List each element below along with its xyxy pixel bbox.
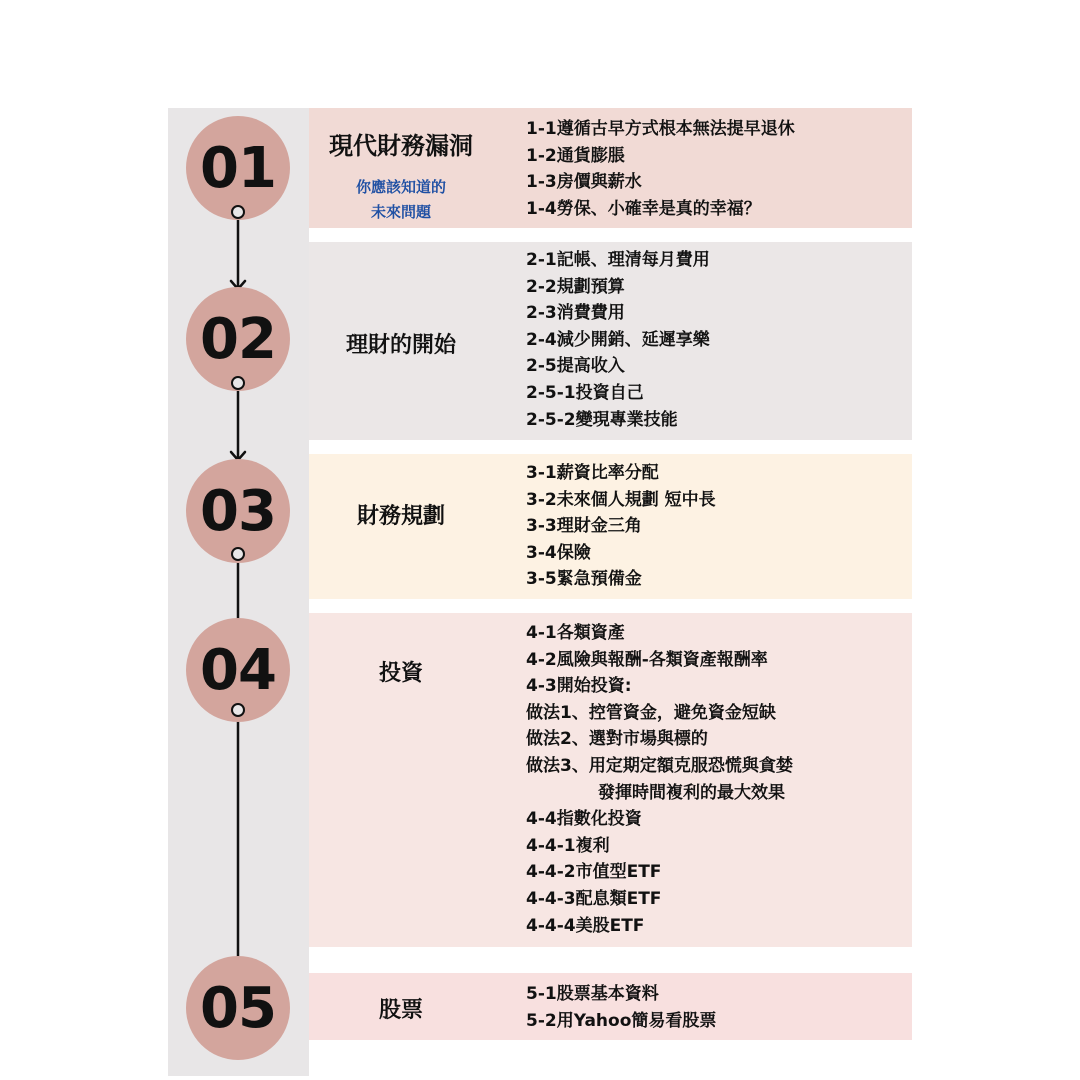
list-item: 3-5緊急預備金 [526, 569, 642, 590]
section-subtitle-line-1: 你應該知道的 [355, 178, 446, 196]
list-item: 2-2規劃預算 [526, 276, 625, 297]
list-item: 2-5-2變現專業技能 [526, 409, 678, 430]
connector-ring [231, 205, 245, 219]
list-item: 5-2用Yahoo簡易看股票 [526, 1010, 717, 1031]
list-item: 2-5-1投資自己 [526, 382, 644, 403]
connector-ring [231, 703, 245, 717]
section-title-3: 財務規劃 [356, 504, 445, 529]
list-item: 發揮時間複利的最大效果 [598, 782, 785, 803]
section-subtitle-line-2: 未來問題 [370, 203, 431, 221]
list-item: 2-4減少開銷、延遲享樂 [526, 329, 710, 350]
list-item: 4-4-2市值型ETF [526, 862, 662, 883]
section-title-5: 股票 [378, 998, 423, 1023]
list-item: 2-5提高收入 [526, 356, 625, 377]
step-number: 01 [200, 135, 276, 201]
list-item: 3-3理財金三角 [526, 516, 642, 537]
list-item: 1-4勞保、小確幸是真的幸福？ [526, 198, 761, 219]
arrow-1-to-2 [231, 218, 245, 289]
section-1-items [526, 116, 795, 222]
list-item: 3-2未來個人規劃 短中長 [526, 489, 716, 510]
step-number: 04 [200, 637, 276, 703]
list-item: 做法3、用定期定額克服恐慌與貪婪 [526, 755, 793, 776]
list-item: 4-2風險與報酬-各類資產報酬率 [526, 649, 768, 670]
list-item: 4-4-4美股ETF [526, 915, 645, 936]
step-number: 03 [200, 478, 276, 544]
list-item: 做法1、控管資金，避免資金短缺 [526, 702, 776, 723]
connector-ring [231, 547, 245, 561]
section-4-items [526, 620, 793, 939]
list-item: 2-3消費費用 [526, 303, 625, 324]
list-item: 做法2、選對市場與標的 [526, 729, 708, 750]
list-item: 4-4指數化投資 [526, 809, 642, 830]
arrow-2-to-3 [231, 389, 245, 460]
list-item: 4-1各類資產 [526, 623, 625, 643]
list-item: 4-4-3配息類ETF [526, 888, 662, 909]
section-title-2: 理財的開始 [345, 333, 456, 358]
section-title-4: 投資 [378, 661, 423, 686]
list-item: 2-1記帳、理清每月費用 [526, 250, 710, 270]
step-number: 05 [200, 975, 276, 1041]
list-item: 5-1股票基本資料 [526, 984, 659, 1004]
list-item: 3-1薪資比率分配 [526, 463, 659, 483]
list-item: 3-4保險 [526, 542, 591, 563]
section-5-items [526, 981, 716, 1034]
section-3-items [526, 460, 716, 593]
section-2-items [526, 247, 710, 433]
list-item: 4-3開始投資: [526, 676, 632, 697]
list-item: 1-3房價與薪水 [526, 172, 642, 193]
section-title-1: 現代財務漏洞 [329, 132, 473, 160]
step-number: 02 [200, 306, 276, 372]
list-item: 4-4-1複利 [526, 835, 610, 856]
step-badge-05 [186, 956, 290, 1060]
list-item: 1-1遵循古早方式根本無法提早退休 [526, 119, 795, 139]
list-item: 1-2通貨膨脹 [526, 145, 625, 166]
arrow-4-to-5 [231, 716, 245, 972]
connector-ring [231, 376, 245, 390]
